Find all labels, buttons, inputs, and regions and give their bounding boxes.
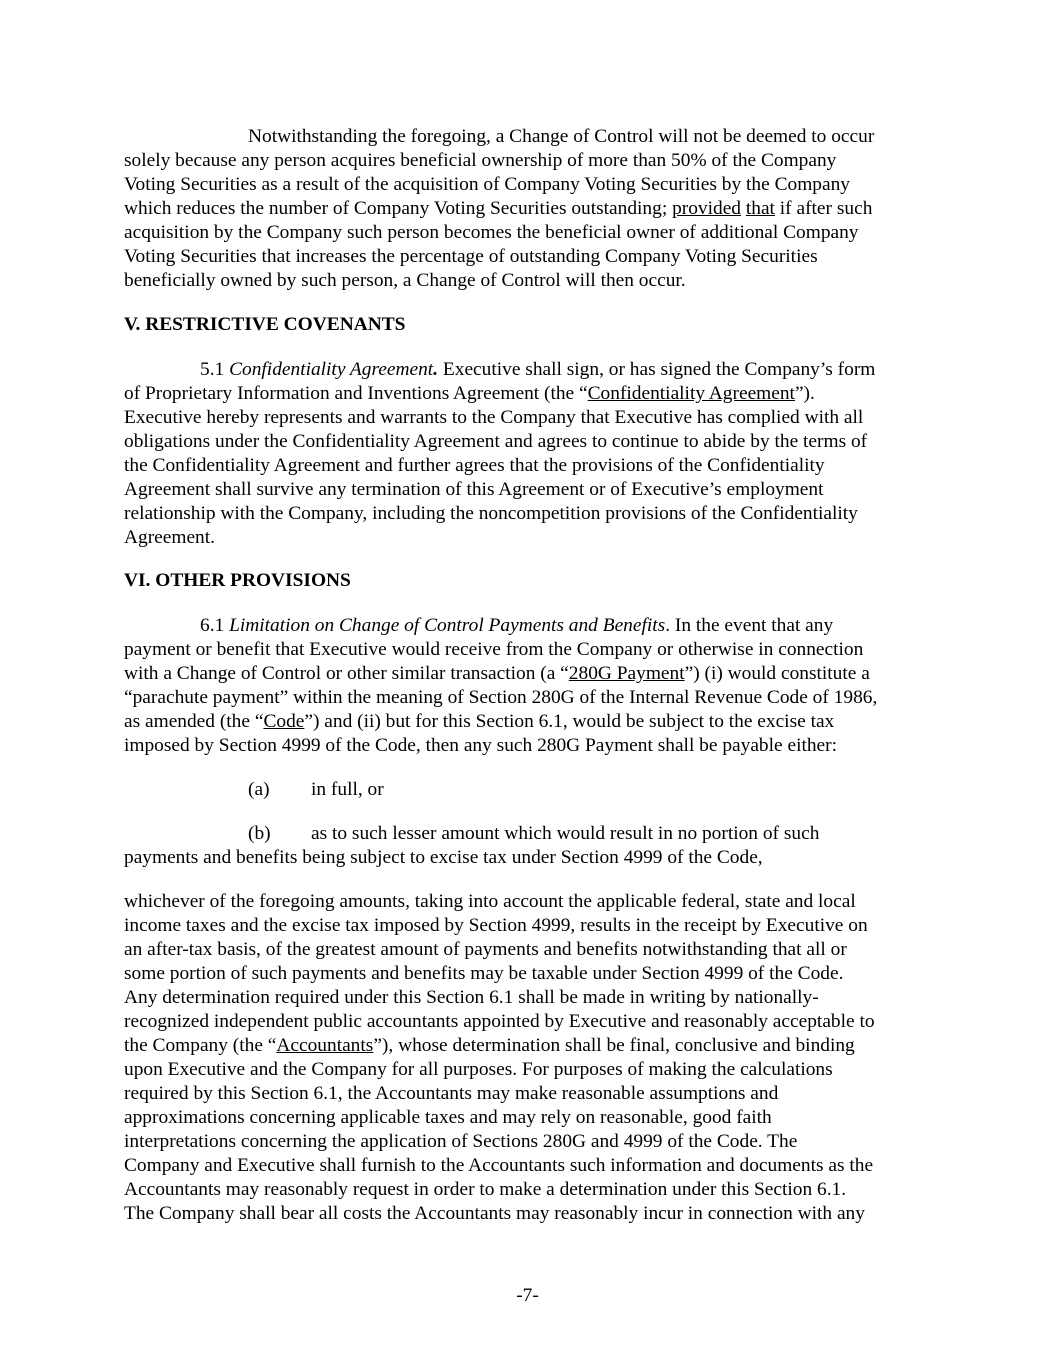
paragraph-line <box>124 846 763 870</box>
paragraph-line <box>124 986 819 1010</box>
text-span: Agreement. <box>124 527 215 548</box>
text-span: approximations concerning applicable taxes and may rely on reasonable, good faith <box>124 1107 772 1128</box>
paragraph-line <box>124 149 836 173</box>
text-span: upon Executive and the Company for all purposes. For purposes of making the calculations <box>124 1059 833 1080</box>
paragraph-line <box>248 125 874 149</box>
text-span: if after such <box>774 198 873 219</box>
paragraph-line <box>124 197 872 221</box>
text-span: Executive hereby represents and warrants to the Company that Executive has complied with all <box>124 407 864 428</box>
section-title-limitation: Limitation on Change of Control Payments and Benefits <box>229 615 666 636</box>
section-number: 6.1 <box>200 615 230 636</box>
defined-term-accountants: Accountants <box>276 1035 374 1056</box>
paragraph-line <box>124 1010 875 1034</box>
paragraph-line <box>124 1178 846 1202</box>
text-span: which reduces the number of Company Voting Securities outstanding; <box>124 198 673 219</box>
text-span: some portion of such payments and benefits may be taxable under Section 4999 of the Code. <box>124 963 844 984</box>
section-heading-other-provisions: VI. OTHER PROVISIONS <box>124 570 351 591</box>
text-span: beneficially owned by such person, a Change of Control will then occur. <box>124 270 686 291</box>
paragraph-line <box>124 430 867 454</box>
paragraph-line <box>124 734 837 758</box>
text-span: whichever of the foregoing amounts, taking into account the applicable federal, state and local <box>124 891 856 912</box>
paragraph-line <box>124 710 834 734</box>
text-span: The Company shall bear all costs the Accountants may reasonably incur in connection with any <box>124 1203 865 1224</box>
text-span: Any determination required under this Section 6.1 shall be made in writing by nationally- <box>124 987 819 1008</box>
section-number: 5.1 <box>200 359 230 380</box>
paragraph-line <box>124 938 847 962</box>
text-span: the Company (the “ <box>124 1035 277 1056</box>
paragraph-line <box>124 638 863 662</box>
text-span: Agreement shall survive any termination of this Agreement or of Executive’s employment <box>124 479 824 500</box>
text-span: ”) (i) would constitute a <box>684 663 870 684</box>
paragraph-line <box>124 454 825 478</box>
text-span: an after-tax basis, of the greatest amount of payments and benefits notwithstanding that all or <box>124 939 847 960</box>
text-span: . In the event that any <box>665 615 834 636</box>
paragraph-line <box>200 614 833 638</box>
paragraph-line <box>124 502 858 526</box>
list-item-label-a: (a) <box>248 779 270 800</box>
section-heading-restrictive-covenants: V. RESTRICTIVE COVENANTS <box>124 314 406 335</box>
defined-term-code: Code <box>263 711 305 732</box>
text-span: required by this Section 6.1, the Accountants may make reasonable assumptions and <box>124 1083 779 1104</box>
defined-term-that: that <box>745 198 775 219</box>
text-span: relationship with the Company, including the noncompetition provisions of the Confidentiality <box>124 503 858 524</box>
paragraph-line <box>124 1106 772 1130</box>
paragraph-line <box>124 1034 855 1058</box>
text-span: recognized independent public accountants appointed by Executive and reasonably acceptable to <box>124 1011 875 1032</box>
text-span: the Confidentiality Agreement and further agrees that the provisions of the Confidentiality <box>124 455 825 476</box>
title-period: . <box>433 359 439 380</box>
text-span: interpretations concerning the application of Sections 280G and 4999 of the Code. The <box>124 1131 798 1152</box>
paragraph-line <box>124 221 859 245</box>
text-span: Accountants may reasonably request in order to make a determination under this Section 6.1. <box>124 1179 847 1200</box>
text-span: solely because any person acquires beneficial ownership of more than 50% of the Company <box>124 150 837 171</box>
paragraph-line <box>124 269 686 293</box>
paragraph-line <box>124 245 818 269</box>
defined-term-280g-payment: 280G Payment <box>568 663 685 684</box>
paragraph-line <box>124 1202 865 1226</box>
text-span: with a Change of Control or other similar transaction (a “ <box>124 663 569 684</box>
paragraph-line <box>124 1154 873 1178</box>
paragraph-line <box>200 358 875 382</box>
paragraph-line <box>124 406 863 430</box>
text-span: payment or benefit that Executive would receive from the Company or otherwise in connection <box>124 639 864 660</box>
paragraph-line <box>124 1058 833 1082</box>
paragraph-line <box>124 173 850 197</box>
text-span: Company and Executive shall furnish to the Accountants such information and documents as the <box>124 1155 874 1176</box>
text-span: ”), whose determination shall be final, conclusive and binding <box>373 1035 855 1056</box>
text-span: of Proprietary Information and Inventions Agreement (the “ <box>124 383 588 404</box>
text-span: Voting Securities as a result of the acquisition of Company Voting Securities by the Company <box>124 174 850 195</box>
paragraph-line <box>124 382 815 406</box>
text-span: ”) and (ii) but for this Section 6.1, would be subject to the excise tax <box>304 711 835 732</box>
paragraph-line <box>124 478 824 502</box>
text-span: Notwithstanding the foregoing, a Change of Control will not be deemed to occur <box>248 126 875 147</box>
text-span: Executive shall sign, or has signed the Company’s form <box>438 359 876 380</box>
text-span: “parachute payment” within the meaning of Section 280G of the Internal Revenue Code of 1986, <box>124 687 878 708</box>
paragraph-line <box>124 662 870 686</box>
defined-term-provided: provided <box>672 198 741 219</box>
text-span: income taxes and the excise tax imposed by Section 4999, results in the receipt by Executive on <box>124 915 868 936</box>
list-item-text-a: in full, or <box>311 779 384 800</box>
text-span: as amended (the “ <box>124 711 264 732</box>
defined-term-confidentiality-agreement: Confidentiality Agreement <box>587 383 795 404</box>
text-span: payments and benefits being subject to excise tax under Section 4999 of the Code, <box>124 847 763 868</box>
paragraph-line <box>124 914 868 938</box>
page-number: -7- <box>516 1285 539 1306</box>
text-span: acquisition by the Company such person becomes the beneficial owner of additional Company <box>124 222 859 243</box>
text-span: obligations under the Confidentiality Agreement and agrees to continue to abide by the terms of <box>124 431 868 452</box>
list-item-text-b: as to such lesser amount which would result in no portion of such <box>311 823 820 844</box>
paragraph-line <box>124 1082 778 1106</box>
paragraph-line <box>124 962 843 986</box>
text-span: imposed by Section 4999 of the Code, then any such 280G Payment shall be payable either: <box>124 735 837 756</box>
paragraph-line <box>124 1130 797 1154</box>
list-item-label-b: (b) <box>248 823 271 844</box>
paragraph-line <box>124 526 215 550</box>
paragraph-line <box>124 686 877 710</box>
paragraph-line <box>124 890 856 914</box>
section-title-confidentiality-agreement: Confidentiality Agreement <box>229 359 434 380</box>
text-span: ”). <box>794 383 815 404</box>
text-span: Voting Securities that increases the percentage of outstanding Company Voting Securities <box>124 246 818 267</box>
